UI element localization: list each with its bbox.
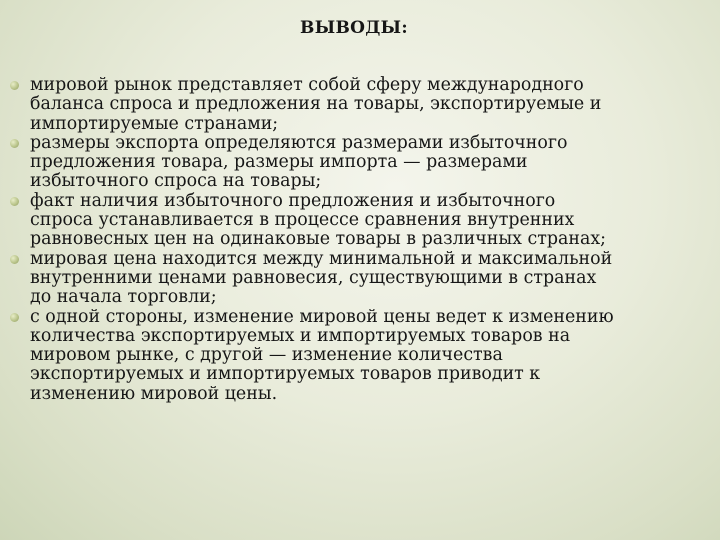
bullet-line: спроса устанавливается в процессе сравнения внутренних [30,210,575,231]
bullet-item [10,308,710,404]
bullet-line: предложения товара, размеры импорта — размерами [30,152,528,173]
bullet-icon [10,81,19,90]
bullet-item [10,192,710,250]
bullet-line: количества экспортируемых и импортируемых товаров на [30,325,571,346]
bullet-line: мировая цена находится между минимальной и максимальной [30,248,613,269]
bullet-item [10,76,710,134]
bullet-line: изменению мировой цены. [30,383,278,404]
bullet-line: с одной стороны, изменение мировой цены ведет к изменению [30,306,614,327]
bullet-line: до начала торговли; [30,287,217,308]
bullet-item [10,134,710,192]
bullet-icon [10,197,19,206]
bullet-item [10,250,710,308]
bullet-line: избыточного спроса на товары; [30,171,322,192]
bullet-line: мировом рынке, с другой — изменение количества [30,345,503,366]
bullet-icon [10,139,19,148]
slide-title [0,18,720,38]
bullet-line: импортируемые странами; [30,113,279,134]
bullet-icon [10,313,19,322]
bullet-list [10,76,710,404]
bullet-line: факт наличия избыточного предложения и избыточного [30,190,556,211]
bullet-line: баланса спроса и предложения на товары, экспортируемые и [30,94,602,115]
bullet-line: равновесных цен на одинаковые товары в различных странах; [30,229,606,250]
slide-title-text: ВЫВОДЫ: [300,18,408,38]
bullet-line: внутренними ценами равновесия, существующими в странах [30,267,597,288]
bullet-line: размеры экспорта определяются размерами избыточного [30,132,568,153]
bullet-line: мировой рынок представляет собой сферу международного [30,75,584,95]
bullet-line: экспортируемых и импортируемых товаров приводит к [30,364,541,385]
bullet-icon [10,255,19,264]
